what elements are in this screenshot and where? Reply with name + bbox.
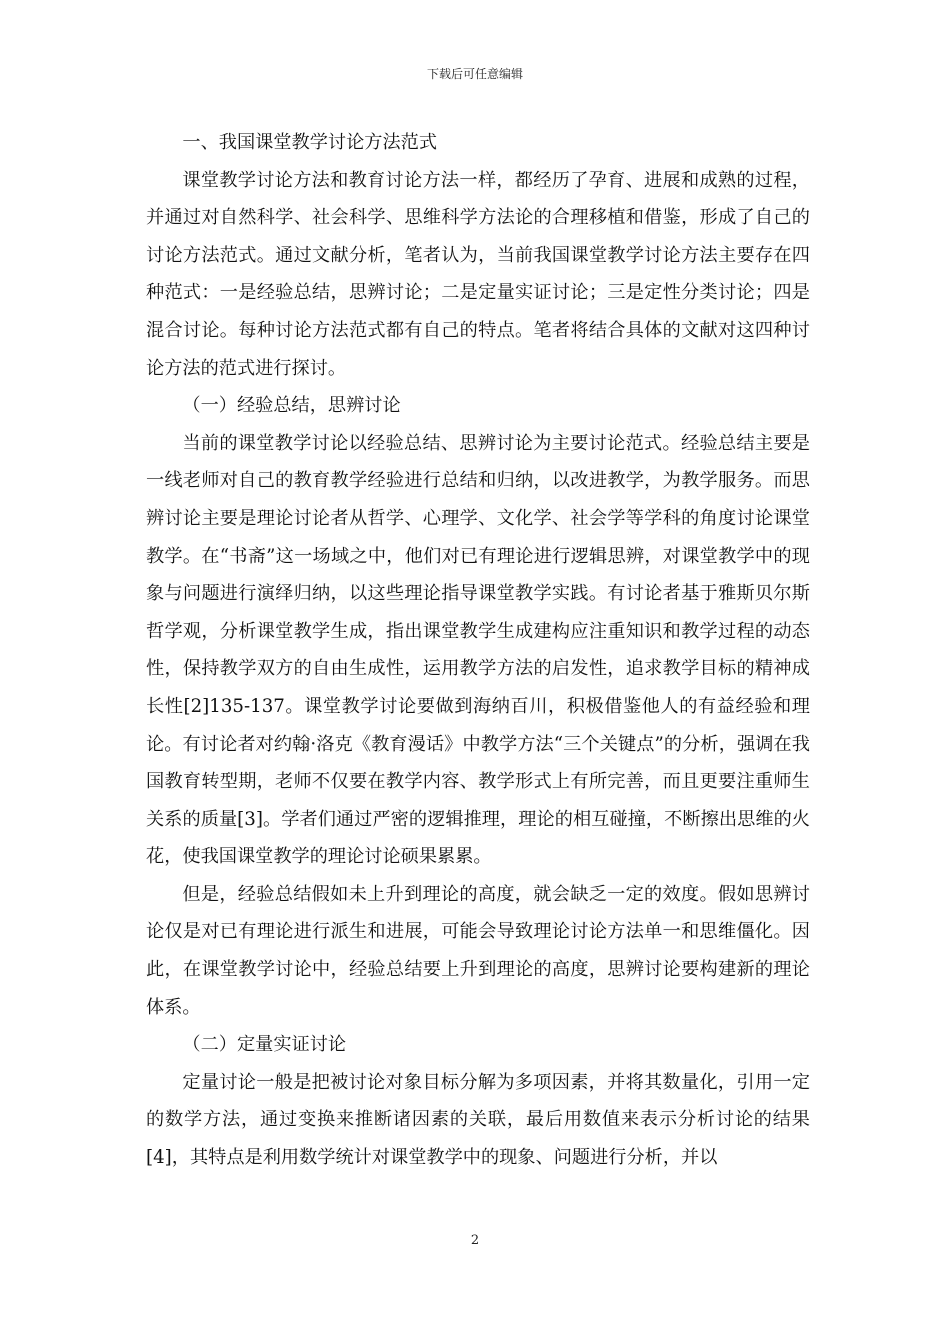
subsection-heading-1: （一）经验总结，思辨讨论 <box>182 395 401 417</box>
subsection-2-paragraph-1: 定量讨论一般是把被讨论对象目标分解为多项因素，并将其数量化，引用一定的数学方法，通过变换来推断诸因素的关联，最后用数值来表示分析讨论的结果[4]，其特点是利用数学统计对课堂教学中的现象、问题进行分析，并以 <box>146 1071 810 1169</box>
subsection-1-paragraph-2: 但是，经验总结假如未上升到理论的高度，就会缺乏一定的效度。假如思辨讨论仅是对已有理论进行派生和进展，可能会导致理论讨论方法单一和思维僵化。因此，在课堂教学讨论中，经验总结要上升到理论的高度，思辨讨论要构建新的理论体系。 <box>146 883 810 1018</box>
subsection-heading-2: （二）定量实证讨论 <box>182 1034 347 1056</box>
page-number: 2 <box>470 1233 480 1248</box>
page-header: 下载后可任意编辑 <box>426 67 523 81</box>
document-body <box>146 124 810 1177</box>
intro-paragraph: 课堂教学讨论方法和教育讨论方法一样，都经历了孕育、进展和成熟的过程，并通过对自然科学、社会科学、思维科学方法论的合理移植和借鉴，形成了自己的讨论方法范式。通过文献分析，笔者认为，当前我国课堂教学讨论方法主要存在四种范式：一是经验总结，思辨讨论；二是定量实证讨论；三是定性分类讨论；四是混合讨论。每种讨论方法范式都有自己的特点。笔者将结合具体的文献对这四种讨论方法的范式进行探讨。 <box>146 169 810 379</box>
subsection-1-paragraph-1: 当前的课堂教学讨论以经验总结、思辨讨论为主要讨论范式。经验总结主要是一线老师对自己的教育教学经验进行总结和归纳，以改进教学，为教学服务。而思辨讨论主要是理论讨论者从哲学、心理学、文化学、社会学等学科的角度讨论课堂教学。在“书斋”这一场域之中，他们对已有理论进行逻辑思辨，对课堂教学中的现象与问题进行演绎归纳，以这些理论指导课堂教学实践。有讨论者基于雅斯贝尔斯哲学观，分析课堂教学生成，指出课堂教学生成建构应注重知识和教学过程的动态性，保持教学双方的自由生成性，运用教学方法的启发性，追求教学目标的精神成长性[2]135-137。课堂教学讨论要做到海纳百川，积极借鉴他人的有益经验和理论。有讨论者对约翰·洛克《教育漫话》中教学方法“三个关键点”的分析，强调在我国教育转型期，老师不仅要在教学内容、教学形式上有所完善，而且更要注重师生关系的质量[3]。学者们通过严密的逻辑推理，理论的相互碰撞，不断擦出思维的火花，使我国课堂教学的理论讨论硕果累累。 <box>146 432 810 868</box>
section-heading: 一、我国课堂教学讨论方法范式 <box>182 132 438 153</box>
